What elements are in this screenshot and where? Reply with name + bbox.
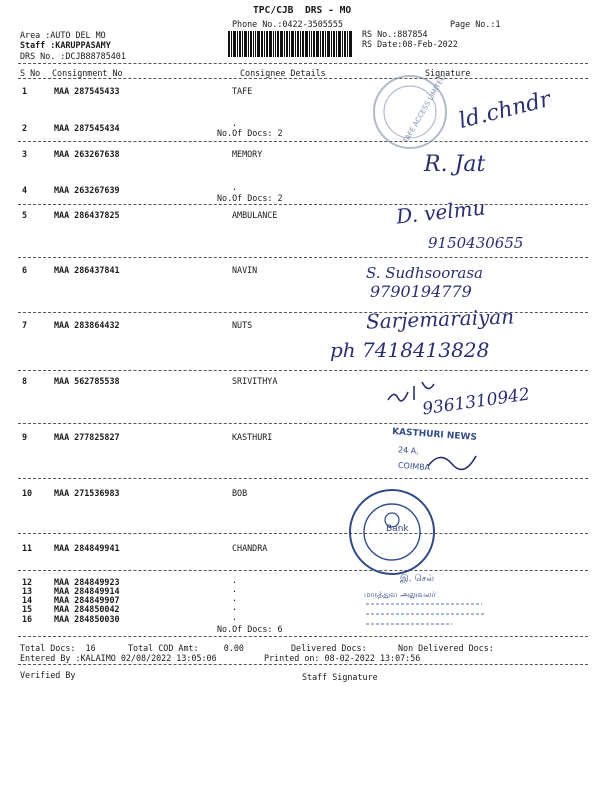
signature-row1: ld.chndr (456, 87, 554, 134)
row-sno: 7 (22, 320, 28, 330)
non-delivered-docs: Non Delivered Docs: (398, 643, 494, 653)
row-consignee: NUTS (232, 320, 253, 330)
row-rule (18, 370, 588, 371)
header-bottom-rule (18, 78, 588, 79)
rs-date: RS Date:08-Feb-2022 (362, 39, 458, 49)
phone-row6: 9790194779 (370, 282, 472, 301)
row-sno: 5 (22, 210, 28, 220)
docs-count: No.Of Docs: 2 (217, 128, 283, 138)
bank-stamp-text: Bank (386, 524, 409, 534)
col-consignee: Consignee Details (240, 68, 326, 78)
row-consignee: TAFE (232, 86, 253, 96)
row-sno: 8 (22, 376, 28, 386)
tafe-stamp-text: TAFE ACCESS LIMITED (401, 73, 448, 145)
summary-bottom-rule (18, 664, 588, 665)
header-top-rule (18, 63, 588, 64)
row-rule (18, 478, 588, 479)
row-consignee: BOB (232, 488, 248, 498)
signature-row7: Sarjemaraiyan (365, 304, 515, 334)
signature-row6: S. Sudhsoorasa (366, 264, 483, 282)
barcode (228, 31, 353, 57)
row-consignee: . (232, 575, 238, 585)
row-consignee: SRIVITHYA (232, 376, 278, 386)
row-sno: 2 (22, 123, 28, 133)
row-consignment: MAA 284849941 (54, 543, 120, 553)
row-rule (18, 204, 588, 205)
row-rule (18, 257, 588, 258)
total-cod: Total COD Amt: 0.00 (128, 643, 244, 653)
kasthuri-signature (426, 446, 486, 476)
kasthuri-stamp-line3: COIMBA (397, 460, 431, 473)
chandra-stamp-extra-lines (364, 600, 494, 636)
chandra-stamp-line1: இ. செல் (400, 574, 434, 584)
kasthuri-stamp-line1: KASTHURI NEWS (391, 427, 478, 443)
verified-by: Verified By (20, 670, 76, 680)
row-consignment: MAA 263267638 (54, 149, 120, 159)
row-consignee: AMBULANCE (232, 210, 278, 220)
area-label: Area :AUTO DEL MO (20, 30, 106, 40)
row-sno: 11 (22, 543, 33, 553)
row-consignee: . (232, 602, 238, 612)
staff-signature: Staff Signature (302, 672, 378, 682)
staff-label: Staff :KARUPPASAMY (20, 40, 111, 50)
drs-number: DRS No. :DCJB88785401 (20, 51, 126, 61)
row-consignment: MAA 271536983 (54, 488, 120, 498)
sheet-title: TPC/CJB DRS - MO (253, 5, 352, 16)
row-consignee: . (232, 118, 238, 128)
row-consignment: MAA 287545433 (54, 86, 120, 96)
row-sno: 4 (22, 185, 28, 195)
row-sno: 16 (22, 614, 33, 624)
row-sno: 14 (22, 595, 33, 605)
row-consignment: MAA 263267639 (54, 185, 120, 195)
row-sno: 9 (22, 432, 28, 442)
row-consignment: MAA 284850030 (54, 614, 120, 624)
total-docs: Total Docs: 16 (20, 643, 96, 653)
row-consignment: MAA 284849923 (54, 577, 120, 587)
row-consignee: . (232, 182, 238, 192)
printed-on: Printed on: 08-02-2022 13:07:56 (264, 653, 421, 663)
row-consignment: MAA 286437825 (54, 210, 120, 220)
row-sno: 15 (22, 604, 33, 614)
row-rule (18, 141, 588, 142)
chandra-stamp-line2: மருத்துவ அலுவலர் (364, 590, 436, 599)
phone-row5: 9150430655 (428, 234, 524, 252)
row-rule (18, 423, 588, 424)
docs-count: No.Of Docs: 2 (217, 193, 283, 203)
rs-number: RS No.:887854 (362, 29, 428, 39)
phone-number: Phone No.:0422-3505555 (232, 19, 343, 29)
docs-count: No.Of Docs: 6 (217, 624, 283, 634)
row-consignee: KASTHURI (232, 432, 273, 442)
phone-row8: 9361310942 (421, 384, 532, 420)
row-rule (18, 533, 588, 534)
row-consignment: MAA 287545434 (54, 123, 120, 133)
phone-row7: ph 7418413828 (330, 338, 490, 362)
row-consignee: . (232, 584, 238, 594)
col-consignment: Consignment No (52, 68, 123, 78)
row-consignment: MAA 284849907 (54, 595, 120, 605)
signature-row3: R. Jat (424, 152, 486, 177)
row-sno: 10 (22, 488, 33, 498)
col-signature: Signature (425, 68, 471, 78)
row-consignment: MAA 286437841 (54, 265, 120, 275)
row-consignee: CHANDRA (232, 543, 268, 553)
col-sno: S No (20, 68, 41, 78)
row-sno: 13 (22, 586, 33, 596)
row-sno: 6 (22, 265, 28, 275)
entered-by: Entered By :KALAIMO 02/08/2022 13:05:06 (20, 653, 217, 663)
row-consignment: MAA 284849914 (54, 586, 120, 596)
row-sno: 3 (22, 149, 28, 159)
row-consignee: NAVIN (232, 265, 258, 275)
row-sno: 1 (22, 86, 28, 96)
row-consignment: MAA 283864432 (54, 320, 120, 330)
signature-row5: D. velmu (394, 195, 487, 229)
row-consignment: MAA 562785538 (54, 376, 120, 386)
row-consignee: . (232, 593, 238, 603)
row-consignee: . (232, 612, 238, 622)
row-consignment: MAA 284850042 (54, 604, 120, 614)
row-sno: 12 (22, 577, 33, 587)
row-consignee: MEMORY (232, 149, 263, 159)
row-rule (18, 570, 588, 571)
kasthuri-stamp-line2: 24 A, (397, 445, 420, 456)
page-number: Page No.:1 (450, 19, 501, 29)
delivered-docs: Delivered Docs: (291, 643, 367, 653)
row-consignment: MAA 277825827 (54, 432, 120, 442)
summary-top-rule (18, 636, 588, 637)
